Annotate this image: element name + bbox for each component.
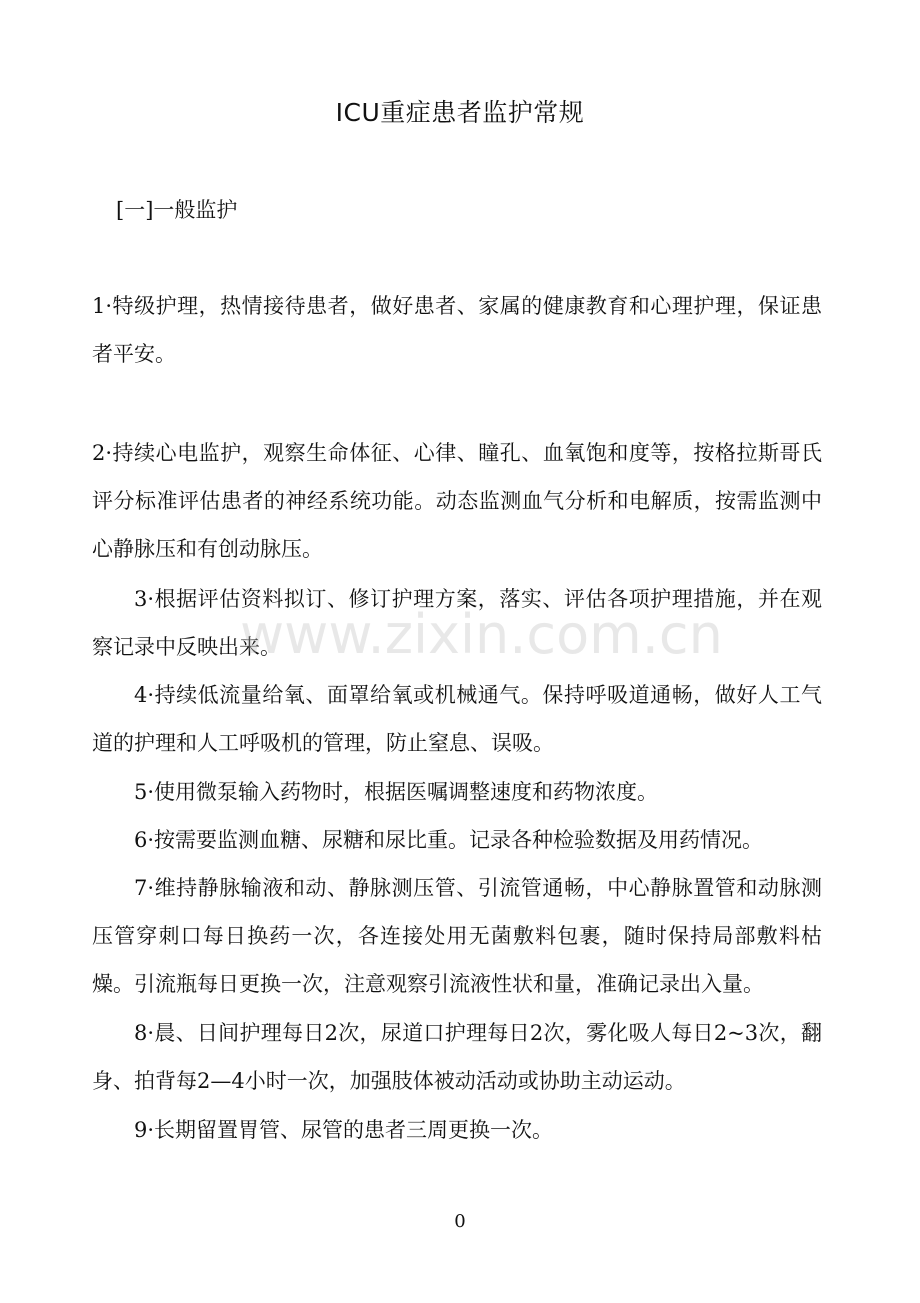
watermark: www.zixin.com.cn [240,603,723,666]
section-heading: [一]一般监护 [116,198,238,222]
paragraph-5: 5·使用微泵输入药物时，根据医嘱调整速度和药物浓度。 [134,780,659,804]
paragraph-6: 6·按需要监测血糖、尿糖和尿比重。记录各种检验数据及用药情况。 [134,828,764,852]
page-number: 0 [454,1211,466,1232]
document-title: ICU重症患者监护常规 [335,98,585,127]
paragraph-1: 1·特级护理，热情接待患者，做好患者、家属的健康教育和心理护理，保证患者平安。 [92,294,822,366]
paragraph-8: 8·晨、日间护理每日2次，尿道口护理每日2次，雾化吸人每日2~3次，翻身、拍背每2—4小时一次，加强肢体被动活动或协助主动运动。 [92,1021,822,1093]
paragraph-3: 3·根据评估资料拟订、修订护理方案，落实、评估各项护理措施，并在观察记录中反映出来。 [92,587,822,659]
paragraph-7: 7·维持静脉输液和动、静脉测压管、引流管通畅，中心静脉置管和动脉测压管穿刺口每日换药一次，各连接处用无菌敷料包裹，随时保持局部敷料枯燥。引流瓶每日更换一次，注意观察引流液性状和量，准确记录出入量。 [92,876,822,996]
paragraph-9: 9·长期留置胃管、尿管的患者三周更换一次。 [134,1118,554,1142]
paragraph-2: 2·持续心电监护，观察生命体征、心律、瞳孔、血氧饱和度等，按格拉斯哥氏评分标准评估患者的神经系统功能。动态监测血气分析和电解质，按需监测中心静脉压和有创动脉压。 [92,441,822,561]
paragraph-4: 4·持续低流量给氧、面罩给氧或机械通气。保持呼吸道通畅，做好人工气道的护理和人工呼吸机的管理，防止窒息、误吸。 [92,683,822,755]
